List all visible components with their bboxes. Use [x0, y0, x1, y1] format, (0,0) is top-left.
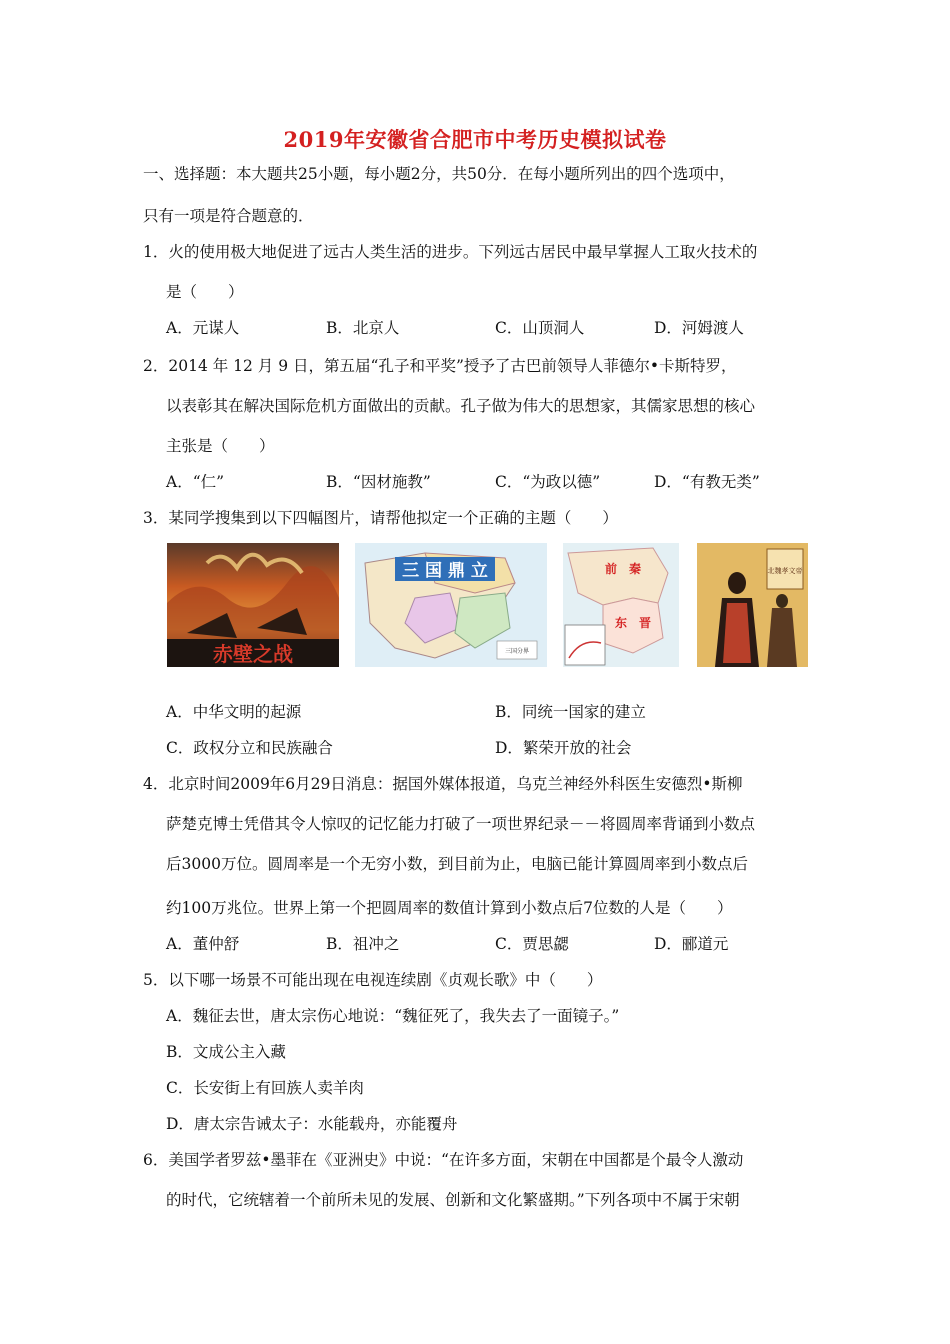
q4-text-line2: 萨楚克博士凭借其令人惊叹的记忆能力打破了一项世界纪录－－将圆周率背诵到小数点	[166, 815, 756, 833]
q6-text-line2: 的时代，它统辖着一个前所未见的发展、创新和文化繁盛期。”下列各项中不属于宋朝	[166, 1191, 740, 1209]
q2-text-line3: 主张是（ ）	[166, 437, 275, 455]
q1-option-c[interactable]: C．山顶洞人	[495, 319, 585, 337]
q4-text-line1: 4．北京时间2009年6月29日消息：据国外媒体报道，乌克兰神经外科医生安德烈•斯柳	[143, 775, 743, 793]
q3-options-row1	[0, 702, 950, 722]
q4-option-b[interactable]: B．祖冲之	[326, 935, 400, 953]
q4-option-a[interactable]: A．董仲舒	[166, 935, 240, 953]
q1-options	[0, 318, 950, 338]
q3-picture-qin-jin-map	[563, 543, 679, 667]
q3-picture-red-cliffs-caption: 赤壁之战	[213, 642, 293, 666]
q3-picture-map-legend: 三国分界	[504, 648, 530, 655]
q3-picture-eastern-jin-label: 东 晋	[615, 616, 652, 630]
q1-text-line2: 是（ ）	[166, 283, 244, 301]
q3-picture-strip	[167, 543, 808, 668]
q4-option-c[interactable]: C．贾思勰	[495, 935, 569, 953]
q5-option-b[interactable]: B．文成公主入藏	[166, 1043, 286, 1061]
q4-option-d[interactable]: D．郦道元	[654, 935, 729, 953]
exam-title: 2019年安徽省合肥市中考历史模拟试卷	[283, 127, 667, 152]
q3-picture-map-title: 三 国 鼎 立	[402, 561, 488, 581]
q3-picture-xiaowen	[697, 543, 808, 667]
q3-picture-red-cliffs	[167, 543, 339, 667]
q1-option-d[interactable]: D．河姆渡人	[654, 319, 744, 337]
q2-text-line2: 以表彰其在解决国际危机方面做出的贡献。孔子做为伟大的思想家，其儒家思想的核心	[166, 397, 756, 415]
q1-text-line1: 1．火的使用极大地促进了远古人类生活的进步。下列远古居民中最早掌握人工取火技术的	[143, 243, 758, 261]
q3-option-d[interactable]: D．繁荣开放的社会	[495, 739, 632, 757]
q3-text-line1: 3．某同学搜集到以下四幅图片，请帮他拟定一个正确的主题（ ）	[143, 509, 618, 527]
q3-option-c[interactable]: C．政权分立和民族融合	[166, 739, 333, 757]
q2-option-c[interactable]: C．“为政以德”	[495, 473, 601, 491]
section-instructions-line2: 只有一项是符合题意的．	[143, 207, 314, 225]
q5-text-line1: 5．以下哪一场景不可能出现在电视连续剧《贞观长歌》中（ ）	[143, 971, 603, 989]
q1-option-b[interactable]: B．北京人	[326, 319, 400, 337]
q2-option-b[interactable]: B．“因材施教”	[326, 473, 431, 491]
q3-option-b[interactable]: B．同统一国家的建立	[495, 703, 646, 721]
q4-options	[0, 934, 950, 954]
q2-text-line1: 2．2014 年 12 月 9 日，第五届“孔子和平奖”授予了古巴前领导人菲德尔•卡斯特罗，	[143, 357, 737, 375]
q5-option-d[interactable]: D．唐太宗告诫太子：水能载舟，亦能覆舟	[166, 1115, 458, 1133]
q3-option-a[interactable]: A．中华文明的起源	[166, 703, 302, 721]
q3-picture-xiaowen-caption: 北魏孝文帝	[767, 567, 803, 575]
section-instructions-line1: 一、选择题：本大题共25小题，每小题2分，共50分．在每小题所列出的四个选项中，	[143, 165, 735, 183]
q4-text-line3: 后3000万位。圆周率是一个无穷小数，到目前为止，电脑已能计算圆周率到小数点后	[166, 855, 748, 873]
q6-text-line1: 6．美国学者罗兹•墨菲在《亚洲史》中说：“在许多方面，宋朝在中国都是个最令人激动	[143, 1151, 744, 1169]
q3-options-row2	[0, 738, 950, 758]
q2-options	[0, 472, 950, 492]
q3-picture-former-qin-label: 前 秦	[605, 562, 642, 576]
q2-option-a[interactable]: A．“仁”	[166, 473, 225, 491]
q1-option-a[interactable]: A．元谋人	[166, 319, 240, 337]
q5-option-a[interactable]: A．魏征去世，唐太宗伤心地说：“魏征死了，我失去了一面镜子。”	[166, 1007, 620, 1025]
q3-picture-three-kingdoms-map	[355, 543, 547, 667]
q4-text-line4: 约100万兆位。世界上第一个把圆周率的数值计算到小数点后7位数的人是（ ）	[166, 899, 733, 917]
q5-option-c[interactable]: C．长安街上有回族人卖羊肉	[166, 1079, 364, 1097]
q2-option-d[interactable]: D．“有教无类”	[654, 473, 760, 491]
